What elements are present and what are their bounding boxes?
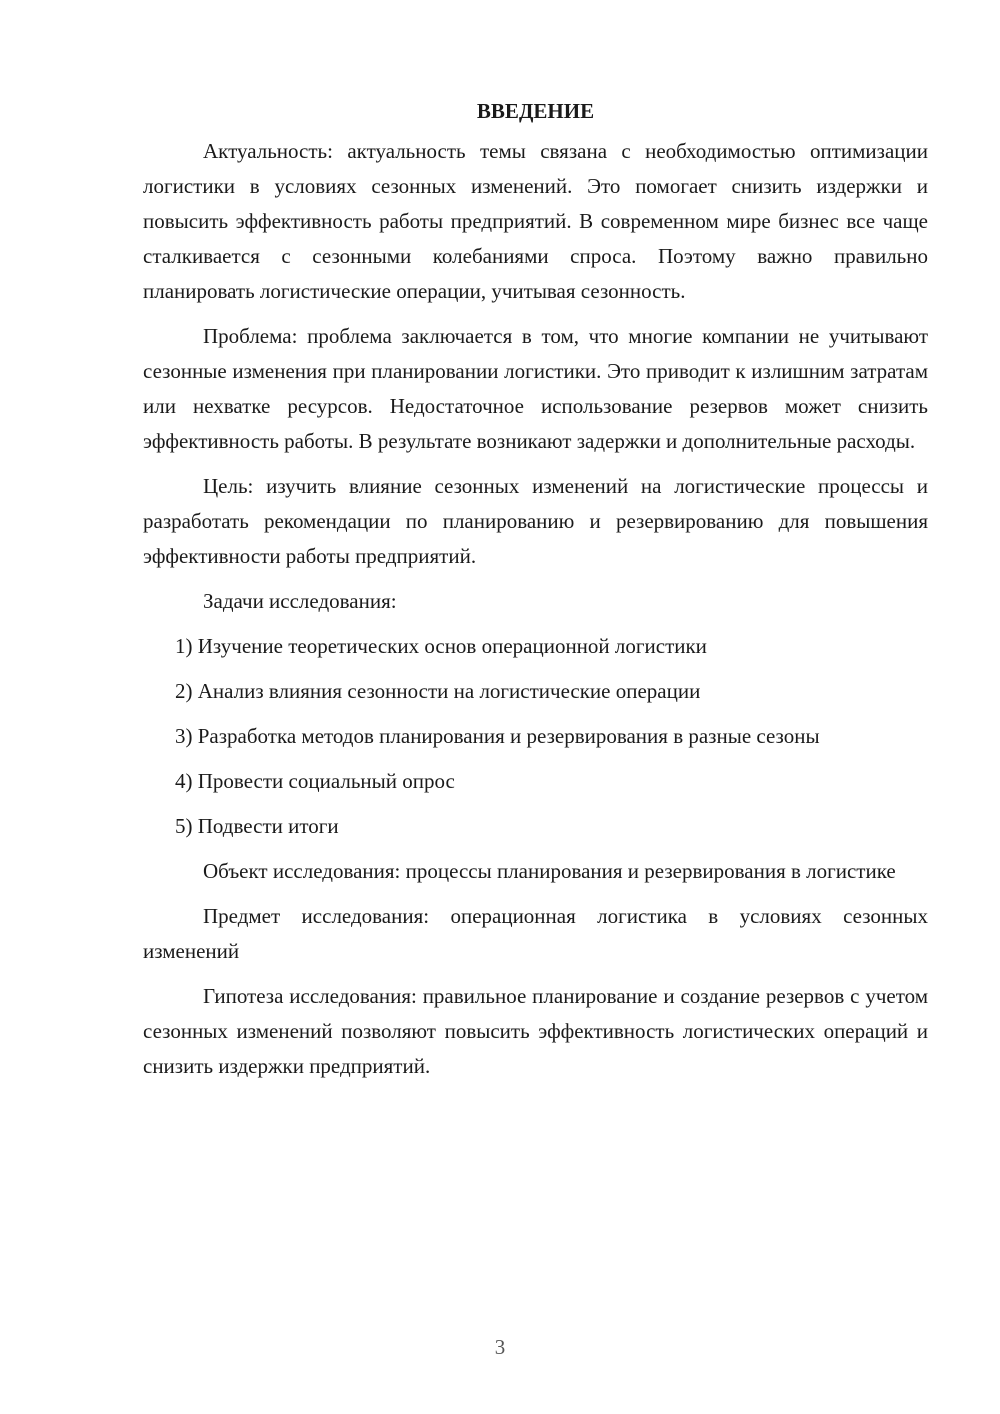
subject-paragraph: Предмет исследования: операционная логистика в условиях сезонных изменений bbox=[143, 904, 928, 963]
task-item: 3) Разработка методов планирования и резервирования в разные сезоны bbox=[175, 724, 820, 748]
page-title: ВВЕДЕНИЕ bbox=[476, 99, 595, 123]
task-item: 1) Изучение теоретических основ операционной логистики bbox=[175, 634, 707, 658]
goal-paragraph: Цель: изучить влияние сезонных изменений на логистические процессы и разработать рекомендации по планированию и резервированию для повышения эффективности работы предприятий. bbox=[143, 474, 928, 568]
task-item: 4) Провести социальный опрос bbox=[175, 769, 455, 793]
page-number: 3 bbox=[494, 1335, 506, 1359]
task-item: 5) Подвести итоги bbox=[175, 814, 339, 838]
problem-paragraph: Проблема: проблема заключается в том, что многие компании не учитывают сезонные изменения при планировании логистики. Это приводит к излишним затратам или нехватке ресурсов. Недостаточное использование резервов может снизить эффективность работы. В результате возникают задержки и дополнительные расходы. bbox=[143, 324, 928, 453]
document-page bbox=[143, 96, 928, 1094]
hypothesis-paragraph: Гипотеза исследования: правильное планирование и создание резервов с учетом сезонных изменений позволяют повысить эффективность логистических операций и снизить издержки предприятий. bbox=[143, 984, 928, 1078]
task-item: 2) Анализ влияния сезонности на логистические операции bbox=[175, 679, 701, 703]
object-paragraph: Объект исследования: процессы планирования и резервирования в логистике bbox=[203, 859, 896, 883]
relevance-paragraph: Актуальность: актуальность темы связана с необходимостью оптимизации логистики в условиях сезонных изменений. Это помогает снизить издержки и повысить эффективность работы предприятий. В современном мире бизнес все чаще сталкивается с сезонными колебаниями спроса. Поэтому важно правильно планировать логистические операции, учитывая сезонность. bbox=[143, 139, 928, 303]
tasks-heading: Задачи исследования: bbox=[203, 589, 397, 613]
